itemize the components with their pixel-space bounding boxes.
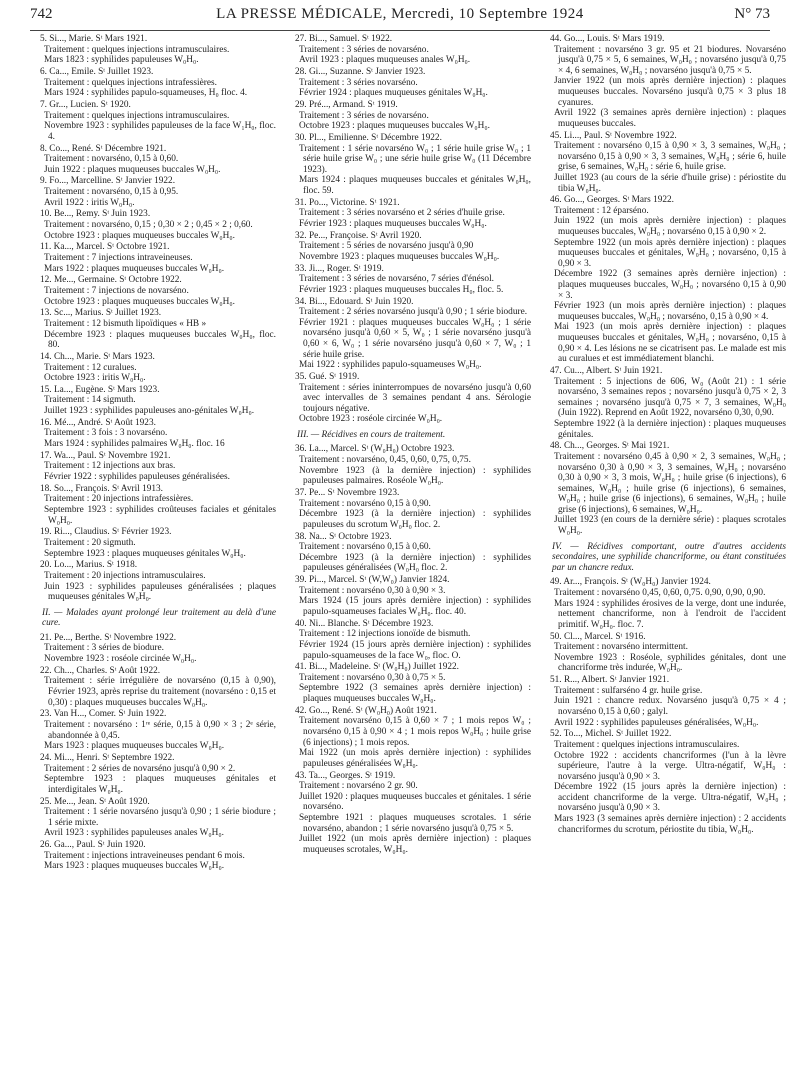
case-detail: Octobre 1923 : plaques muqueuses buccales W₀H₀. xyxy=(44,296,235,307)
case-detail: Février 1923 : plaques muqueuses buccales H₀, floc. 5. xyxy=(299,284,504,295)
case-heading: 21. Pe..., Berthe. Sᵗ Novembre 1922. xyxy=(40,632,177,643)
case-detail: Octobre 1922 : accidents chancriformes (l'un à la lèvre supérieure, l'autre à la verge. Ultra-négatif, W₀H₀ : novarséno jusqu'à 0,90 × 3. xyxy=(554,750,786,782)
case-detail: Septembre 1921 : plaques muqueuses scrotales. 1 série novarséno, abandon ; 1 série novarséno jusqu'à 0,75 × 5. xyxy=(299,812,531,834)
case-detail: Septembre 1922 (à la dernière injection) : plaques muqueuses génitales. xyxy=(554,418,786,440)
case-detail: Juillet 1922 (un mois après dernière injection) : plaques muqueuses scrotales, W₀H₀. xyxy=(299,834,531,855)
case-detail: Traitement : quelques injections intrafessières. xyxy=(44,77,217,88)
case-entry xyxy=(36,527,276,559)
case-entry xyxy=(546,675,786,728)
case-heading: 41. Bi..., Madeleine. Sᵗ (W₀H₀) Juillet 1922. xyxy=(295,662,459,673)
case-detail: Traitement : novarséno 0,15 à 0,90 × 3, 3 semaines, W₀H₀ ; novarséno 0,15 à 0,90 × 3, 3 semaines, W₀H₀ ; série 6, huile grise, 6 semaines, W₀H₀ : série 6, huile grise. xyxy=(554,141,786,173)
case-entry xyxy=(291,231,531,263)
issue-number: N° 73 xyxy=(734,6,770,22)
case-heading: 47. Cu..., Albert. Sᵗ Juin 1921. xyxy=(550,365,663,376)
case-heading: 45. Li..., Paul. Sᵗ Novembre 1922. xyxy=(550,130,677,141)
page-header xyxy=(30,6,770,28)
text-column-2 xyxy=(291,34,531,857)
case-detail: Décembre 1923 : plaques muqueuses buccales W₀H₀, floc. 80. xyxy=(44,329,276,351)
case-detail: Décembre 1922 (15 jours après la dernière injection) : accident chancriforme de la verge. Ultra-négatif, W₀H₀ ; novarséno jusqu'à 0,90 × 3. xyxy=(554,782,786,814)
case-detail: Juin 1921 : chancre redux. Novarséno jusqu'à 0,75 × 4 ; novarséno 0,15 à 0,60 ; galyl. xyxy=(554,696,786,717)
case-detail: Traitement : quelques injections intramusculaires. xyxy=(554,739,740,750)
case-entry xyxy=(36,633,276,665)
case-detail: Traitement : quelques injections intramusculaires. xyxy=(44,110,230,121)
case-detail: Traitement : 12 injections ionoïde de bismuth. xyxy=(299,629,471,640)
case-detail: Novembre 1923 : syphilides papuleuses de la face W₁H₀, floc. 4. xyxy=(44,121,276,142)
case-detail: Mai 1922 : syphilides papulo-squameuses W₀H₀. xyxy=(299,360,482,371)
case-detail: Septembre 1923 : plaques muqueuses génitales et interdigitales W₀H₀. xyxy=(44,774,276,795)
case-entry xyxy=(291,662,531,704)
case-entry xyxy=(291,771,531,856)
case-entry xyxy=(36,709,276,751)
case-heading: 38. Na... Sᵗ Octobre 1923. xyxy=(295,531,392,542)
case-heading: 43. Ta..., Georges. Sᵗ 1919. xyxy=(295,770,396,781)
case-detail: Avril 1923 : plaques muqueuses anales W₀H₀. xyxy=(299,55,471,66)
case-entry xyxy=(36,451,276,483)
case-detail: Novembre 1923 (à la dernière injection) : syphilides papuleuses palmaires. Roséole W₀H₀. xyxy=(299,465,531,487)
case-heading: 19. Ri..., Claudius. Sᵗ Février 1923. xyxy=(40,527,172,538)
case-entry xyxy=(291,532,531,574)
case-heading: 22. Ch..., Charles. Sᵗ Août 1922. xyxy=(40,665,161,676)
case-detail: Traitement : 2 séries novarséno jusqu'à 0,90 ; 1 série biodure. xyxy=(299,307,528,318)
case-heading: 40. Ni... Blanche. Sᵗ Décembre 1923. xyxy=(295,618,434,629)
case-heading: 46. Go..., Georges. Sᵗ Mars 1922. xyxy=(550,195,675,206)
case-detail: Novembre 1923 : roséole circinée W₀H₀. xyxy=(44,654,197,665)
case-entry xyxy=(291,575,531,617)
case-entry xyxy=(291,133,531,197)
case-entry xyxy=(36,753,276,795)
case-entry xyxy=(36,418,276,450)
case-heading: 51. R..., Albert. Sᵗ Janvier 1921. xyxy=(550,675,670,686)
case-entry xyxy=(546,366,786,440)
case-detail: Juillet 1923 (en cours de la dernière série) : plaques scrotales W₀H₀. xyxy=(554,515,786,537)
case-detail: Septembre 1922 (3 semaines après dernière injection) : plaques muqueuses buccales W₀H₀. xyxy=(299,683,531,705)
case-entry xyxy=(291,444,531,486)
case-entry xyxy=(291,297,531,371)
case-detail: Traitement : 12 éparséno. xyxy=(554,205,649,216)
case-heading: 34. Bi..., Edouard. Sᵗ Juin 1920. xyxy=(295,296,414,307)
case-detail: Traitement : 5 séries de novarséno jusqu'à 0,90 xyxy=(299,241,474,252)
case-entry xyxy=(36,67,276,99)
case-detail: Traitement : 20 injections intrafessières. xyxy=(44,494,194,505)
case-entry xyxy=(36,840,276,872)
header-rule xyxy=(30,30,770,31)
case-heading: 13. Sc..., Marius. Sᵗ Juillet 1923. xyxy=(40,308,162,319)
case-detail: Janvier 1922 (un mois après dernière injection) : plaques muqueuses buccales. Novarséno jusqu'à 0,75 × 3 plus 18 cyanures. xyxy=(554,76,786,108)
case-detail: Février 1922 : syphilides papuleuses généralisées. xyxy=(44,472,230,482)
case-detail: Traitement : 3 séries de novarséno. xyxy=(299,44,429,55)
case-entry xyxy=(36,100,276,142)
case-detail: Juin 1922 : plaques muqueuses buccales W₀H₀. xyxy=(44,164,221,175)
case-detail: Traitement : 3 séries de novarséno, 7 séries d'énésol. xyxy=(299,274,494,285)
case-heading: 17. Wa..., Paul. Sᵗ Novembre 1921. xyxy=(40,450,171,461)
case-detail: Juin 1922 (un mois après dernière injection) : plaques muqueuses buccales, W₀H₀ ; novarséno 0,15 à 0,90 × 2. xyxy=(554,216,786,238)
case-entry xyxy=(36,275,276,307)
case-entry xyxy=(291,706,531,770)
case-detail: Traitement : 3 séries novarséno et 2 séries d'huile grise. xyxy=(299,208,505,219)
case-detail: Traitement : 20 injections intramusculaires. xyxy=(44,570,206,581)
case-detail: Juillet 1923 (au cours de la série d'huile grise) : périostite du tibia W₀H₀. xyxy=(554,172,786,194)
case-detail: Traitement : 7 injections intraveineuses. xyxy=(44,253,193,263)
case-entry xyxy=(546,131,786,195)
case-detail: Février 1923 : plaques muqueuses buccales W₀H₀. xyxy=(299,218,487,229)
case-detail: Mars 1924 : syphilides papulo-squameuses, H₀ floc. 4. xyxy=(44,88,248,99)
case-detail: Traitement : 2 séries de novarséno jusqu'à 0,90 × 2. xyxy=(44,763,236,774)
case-heading: 48. Ch..., Georges. Sᵗ Mai 1921. xyxy=(550,441,670,452)
case-heading: 9. Fo..., Marcelline. Sᵗ Janvier 1922. xyxy=(40,176,176,187)
case-detail: Avril 1923 : syphilides papuleuses anales W₀H₀. xyxy=(44,828,224,839)
case-entry xyxy=(546,632,786,674)
case-heading: 7. Gr..., Lucien. Sᵗ 1920. xyxy=(40,99,131,110)
case-heading: 6. Ca..., Emile. Sᵗ Juillet 1923. xyxy=(40,66,154,77)
case-detail: Octobre 1923 : plaques muqueuses buccales W₀H₀. xyxy=(44,230,235,241)
case-detail: Juin 1923 : syphilides papuleuses généralisées ; plaques muqueuses génitales W₀H₀. xyxy=(44,581,276,603)
case-detail: Mars 1924 : syphilides palmaires W₀H₀. floc. 16 xyxy=(44,439,225,450)
case-detail: Mars 1823 : syphilides papuleuses W₀H₀. xyxy=(44,55,199,66)
case-detail: Traitement : 3 séries de biodure. xyxy=(44,643,164,654)
case-detail: Octobre 1923 : roséole circinée W₀H₀. xyxy=(299,414,443,425)
case-entry xyxy=(291,34,531,66)
case-detail: Novembre 1923 : plaques muqueuses buccales W₀H₀. xyxy=(299,251,500,262)
case-heading: 14. Ch..., Marie. Sᵗ Mars 1923. xyxy=(40,351,155,362)
case-detail: Juillet 1920 : plaques muqueuses buccales et génitales. 1 série novarséno. xyxy=(299,791,531,813)
case-detail: Mars 1924 : plaques muqueuses buccales et génitales W₀H₀, floc. 59. xyxy=(299,175,531,196)
case-heading: 11. Ka..., Marcel. Sᵗ Octobre 1921. xyxy=(40,242,170,253)
case-detail: Traitement : novarséno, 0,15 à 0,95. xyxy=(44,187,179,198)
case-detail: Février 1924 : plaques muqueuses génitales W₀H₀. xyxy=(299,88,488,99)
case-entry xyxy=(546,34,786,129)
case-heading: 8. Co..., René. Sᵗ Décembre 1921. xyxy=(40,143,167,154)
case-entry xyxy=(291,67,531,99)
case-detail: Traitement : 12 curalues. xyxy=(44,362,137,373)
case-entry xyxy=(36,484,276,526)
case-detail: Traitement : séries ininterrompues de novarséno jusqu'à 0,60 avec intervalles de 3 semaines pendant 4 ans. Sérologie toujours négative. xyxy=(299,382,531,414)
case-heading: 49. Ar..., François. Sᵗ (W₀H₀) Janvier 1924. xyxy=(550,577,711,588)
case-heading: 23. Van H..., Comer. Sᵗ Juin 1922. xyxy=(40,709,167,720)
case-detail: Traitement : novarséno 2 gr. 90. xyxy=(299,781,418,792)
case-entry xyxy=(36,560,276,602)
case-detail: Traitement : 3 séries novarséno. xyxy=(299,77,418,88)
case-heading: 28. Gi..., Suzanne. Sᵗ Janvier 1923. xyxy=(295,66,426,77)
case-heading: 5. Si..., Marie. Sᵗ Mars 1921. xyxy=(40,34,148,44)
case-entry xyxy=(36,176,276,208)
case-entry xyxy=(36,352,276,384)
case-detail: Février 1924 (15 jours après dernière injection) : syphilides papulo-squameuses de la face W₀, floc. O. xyxy=(299,639,531,661)
case-detail: Décembre 1922 (3 semaines après dernière injection) : plaques muqueuses buccales, W₀H₀ ; novarséno 0,15 à 0,90 × 3. xyxy=(554,269,786,301)
case-detail: Traitement : 12 bismuth lipoïdiques « HB » xyxy=(44,318,207,329)
case-detail: Traitement : novarséno : 1ʳᵉ série, 0,15 à 0,90 × 3 ; 2ᵉ série, abandonnée à 0,45. xyxy=(44,720,276,741)
text-column-1 xyxy=(36,34,276,873)
case-detail: Traitement : novarséno intermittent. xyxy=(554,642,688,653)
case-detail: Traitement : novarséno, 0,15 à 0,60. xyxy=(44,154,179,165)
case-heading: 16. Mé..., André. Sᵗ Août 1923. xyxy=(40,417,156,428)
case-detail: Avril 1922 : iritis W₀H₀. xyxy=(44,197,135,208)
case-heading: 18. So..., François. Sᵗ Avril 1913. xyxy=(40,483,163,494)
case-heading: 31. Po..., Victorine. Sᵗ 1921. xyxy=(295,197,400,208)
case-entry xyxy=(546,577,786,630)
case-detail: Octobre 1923 : iritis W₀H₀. xyxy=(44,373,146,384)
case-detail: Traitement : sulfarséno 4 gr. huile grise. xyxy=(554,685,703,696)
case-heading: 10. Be..., Remy. Sᵗ Juin 1923. xyxy=(40,209,151,220)
case-entry xyxy=(291,488,531,530)
case-detail: Traitement : novarséno 0,30 à 0,90 × 3. xyxy=(299,585,446,596)
case-entry xyxy=(291,264,531,296)
case-entry xyxy=(291,372,531,425)
case-heading: 37. Pe... Sᵗ Novembre 1923. xyxy=(295,488,400,499)
case-detail: Traitement : 20 sigmuth. xyxy=(44,537,136,548)
case-heading: 27. Bi..., Samuel. Sᵗ 1922. xyxy=(295,34,393,44)
case-detail: Traitement : 14 sigmuth. xyxy=(44,395,136,406)
case-detail: Traitement : novarséno, 0,15 ; 0,30 × 2 ; 0,45 × 2 ; 0,60. xyxy=(44,220,253,231)
case-entry xyxy=(36,242,276,274)
case-entry xyxy=(36,385,276,417)
case-detail: Traitement : novarséno 0,45 à 0,90 × 2, 3 semaines, W₀H₀ ; novarséno 0,30 à 0,90 × 3, 3 semaines, W₀H₀ ; novarséno 0,30 à 0,90 × 3, 3 mois, W₀H₀ ; huile grise (6 injections), 6 semaines, W₀H₀ ; huile grise (6 injections), 6 semaines, W₀H₀ ; huile grise (6 injections), 6 semaines, W₀H₀ ; huile grise (6 injections), 6 semaines, W₀H₀. xyxy=(554,451,786,515)
journal-title: LA PRESSE MÉDICALE, Mercredi, 10 Septembre 1924 xyxy=(216,6,584,22)
case-detail: Traitement : novarséno, 0,45, 0,60, 0,75, 0,75. xyxy=(299,455,471,466)
case-detail: Avril 1922 : syphilides papuleuses généralisées, W₀H₀. xyxy=(554,717,759,728)
case-detail: Traitement : novarséno 3 gr. 95 et 21 biodures. Novarséno jusqu'à 0,75 × 5, 6 semaines, W₀H₀ ; novarséno jusqu'à 0,75 × 4, 6 semaines, W₀H₀ ; novarséno jusqu'à 0,75 × 5. xyxy=(554,44,786,76)
case-entry xyxy=(36,308,276,350)
case-detail: Mars 1924 : syphilides érosives de la verge, dont une indurée, nettement chancriforme, non à l'endroit de l'accident primitif. W₀H₀. floc. 7. xyxy=(554,598,786,630)
case-entry xyxy=(291,619,531,661)
case-detail: Traitement : 3 séries de novarséno. xyxy=(299,110,429,121)
case-detail: Mars 1923 : plaques muqueuses buccales W₀H₀. xyxy=(44,741,225,752)
case-heading: 12. Me..., Germaine. Sᵗ Octobre 1922. xyxy=(40,275,182,286)
case-heading: 33. Ji..., Roger. Sᵗ 1919. xyxy=(295,263,384,274)
case-detail: Décembre 1923 (à la dernière injection) : syphilides papuleuses du scrotum W₀H₀ floc. 2. xyxy=(299,509,531,530)
case-entry xyxy=(36,34,276,66)
case-heading: 50. Cl..., Marcel. Sᵗ 1916. xyxy=(550,631,646,642)
case-heading: 29. Pré..., Armand. Sᵗ 1919. xyxy=(295,99,398,110)
case-heading: 39. Pi..., Marcel. Sᵗ (W,W₀) Janvier 1824. xyxy=(295,575,450,586)
case-detail: Mars 1923 : plaques muqueuses buccales W₀H₀. xyxy=(44,861,225,872)
case-entry xyxy=(36,144,276,176)
case-entry xyxy=(36,797,276,839)
case-detail: Septembre 1922 (un mois après dernière injection) : plaques muqueuses buccales et génitales, W₀H₀ ; novarséno, 0,15 à 0,90 × 3. xyxy=(554,237,786,269)
case-heading: 20. Lo..., Marius. Sᵗ 1918. xyxy=(40,560,138,571)
case-entry xyxy=(291,198,531,230)
case-detail: Novembre 1923 : Roséole, syphilides génitales, dont une chancriforme très indurée, W₀H₀. xyxy=(554,652,786,674)
case-detail: Traitement : novarséno 0,15 à 0,90. xyxy=(299,498,431,509)
case-detail: Mars 1924 (15 jours après dernière injection) : syphilides papulo-squameuses faciales W₀H₀. floc. 40. xyxy=(299,596,531,617)
section-heading: IV. — Récidives comportant, outre d'autres accidents secondaires, une syphilide chancriforme, ou étant constituées par un chancre redux. xyxy=(552,541,786,573)
case-detail: Mai 1922 (un mois après dernière injection) : syphilides papuleuses généralisées W₀H₀. xyxy=(299,748,531,769)
case-detail: Traitement : injections intraveineuses pendant 6 mois. xyxy=(44,850,245,861)
section-heading: III. — Récidives en cours de traitement. xyxy=(297,429,446,440)
case-entry xyxy=(36,666,276,708)
case-detail: Février 1921 : plaques muqueuses buccales W₀H₀ ; 1 série novarséno jusqu'à 0,60 × 5, W₀ ; 1 série novarséno jusqu'à 0,60 × 6, W₀ ; 1 série novarséno jusqu'à 0,60 × 7, W₀ ; 1 série huile grise. xyxy=(299,317,531,360)
case-heading: 35. Gué. Sᵗ 1919. xyxy=(295,371,360,382)
text-column-3 xyxy=(546,34,786,836)
case-detail: Traitement : 12 injections aux bras. xyxy=(44,461,176,472)
case-detail: Traitement : novarséno 0,30 à 0,75 × 5. xyxy=(299,672,446,683)
case-heading: 26. Ga..., Paul. Sᵗ Juin 1920. xyxy=(40,840,146,851)
case-detail: Mars 1923 (3 semaines après dernière injection) : 2 accidents chancriformes du scrotum, périostite du tibia, W₀H₀. xyxy=(554,814,786,835)
case-detail: Avril 1922 (3 semaines après dernière injection) : plaques muqueuses buccales. xyxy=(554,108,786,129)
case-detail: Octobre 1923 : plaques muqueuses buccales W₀H₀. xyxy=(299,121,490,132)
case-entry xyxy=(291,100,531,132)
case-detail: Mars 1922 : plaques muqueuses buccales W₀H₀. xyxy=(44,263,225,274)
case-detail: Septembre 1923 : plaques muqueuses génitales W₀H₀. xyxy=(44,548,246,559)
case-heading: 32. Pe..., Françoise. Sᵗ Avril 1920. xyxy=(295,230,422,241)
case-entry xyxy=(36,209,276,241)
case-heading: 15. La..., Eugène. Sᵗ Mars 1923. xyxy=(40,384,160,395)
case-heading: 52. To..., Michel. Sᵗ Juillet 1922. xyxy=(550,729,672,740)
case-entry xyxy=(546,441,786,536)
case-heading: 44. Go..., Louis. Sᵗ Mars 1919. xyxy=(550,34,665,44)
case-heading: 25. Me..., Jean. Sᵗ Août 1920. xyxy=(40,796,150,807)
case-detail: Traitement : 5 injections de 606, W₀ (Août 21) : 1 série novarséno, 3 semaines repos ; novarséno jusqu'à 0,75 × 2, 3 semaines ; novarséno jusqu'à 0,75 × 7, 3 semaines, W₀H₀ (Juin 1922). Reprend en Août 1922, novarséno 0,30, 0,90. xyxy=(554,376,786,419)
case-detail: Traitement : série irrégulière de novarséno (0,15 à 0,90), Février 1923, après reprise du traitement (novarséno : 0,15 et 0,30) : plaques muqueuses buccales W₀H₀. xyxy=(44,676,276,708)
case-heading: 30. Pl..., Emilienne. Sᵗ Décembre 1922. xyxy=(295,132,442,143)
case-detail: Décembre 1923 (à la dernière injection) : syphilides papuleuses généralisées (W₀H₀ floc. 2. xyxy=(299,552,531,574)
case-heading: 36. La..., Marcel. Sᵗ (W₀H₀) Octobre 1923. xyxy=(295,444,455,455)
case-detail: Traitement : novarséno 0,15 à 0,60. xyxy=(299,542,431,553)
case-detail: Traitement novarséno 0,15 à 0,60 × 7 ; 1 mois repos W₀ ; novarséno 0,15 à 0,90 × 4 ; 1 mois repos W₀H₀ ; huile grise (6 injections) ; 1 mois repos. xyxy=(299,716,531,748)
case-heading: 42. Go..., René. Sᵗ (W₀H₀) Août 1921. xyxy=(295,705,437,716)
case-entry xyxy=(546,729,786,835)
case-detail: Février 1923 (un mois après dernière injection) : plaques muqueuses buccales, W₀H₀ ; novarséno, 0,15 à 0,90 × 4. xyxy=(554,301,786,322)
case-detail: Traitement : novarséno 0,45, 0,60, 0,75. 0,90, 0,90, 0,90. xyxy=(554,588,766,599)
section-heading: II. — Malades ayant prolongé leur traitement au delà d'une cure. xyxy=(42,607,276,629)
case-entry xyxy=(546,195,786,365)
case-detail: Juillet 1923 : syphilides papuleuses ano-génitales W₀H₀. xyxy=(44,406,255,417)
case-detail: Traitement : quelques injections intramusculaires. xyxy=(44,44,230,55)
case-detail: Traitement : 1 série novarséno jusqu'à 0,90 ; 1 série biodure ; 1 série mixte. xyxy=(44,807,276,828)
case-detail: Traitement : 1 série novarséno W₀ ; 1 série huile grise W₀ ; 1 série huile grise W₀ ; une série huile grise W₀ (11 Décembre 1923). xyxy=(299,143,531,175)
case-detail: Septembre 1923 : syphilides croûteuses faciales et génitales W₀H₀. xyxy=(44,504,276,526)
case-detail: Mai 1923 (un mois après dernière injection) : plaques muqueuses buccales et génitales, W₀H₀ ; novarséno, 0,15 à 0,90 × 4. Les lésions ne se cicatrisent pas. Le malade est mis au curalues et est immédiatement blanchi. xyxy=(554,322,786,365)
case-heading: 24. Mi..., Henri. Sᵗ Septembre 1922. xyxy=(40,752,175,763)
case-detail: Traitement : 7 injections de novarséno. xyxy=(44,285,189,296)
case-detail: Traitement : 3 fois : 3 novarséno. xyxy=(44,428,168,439)
page-number: 742 xyxy=(30,6,53,22)
